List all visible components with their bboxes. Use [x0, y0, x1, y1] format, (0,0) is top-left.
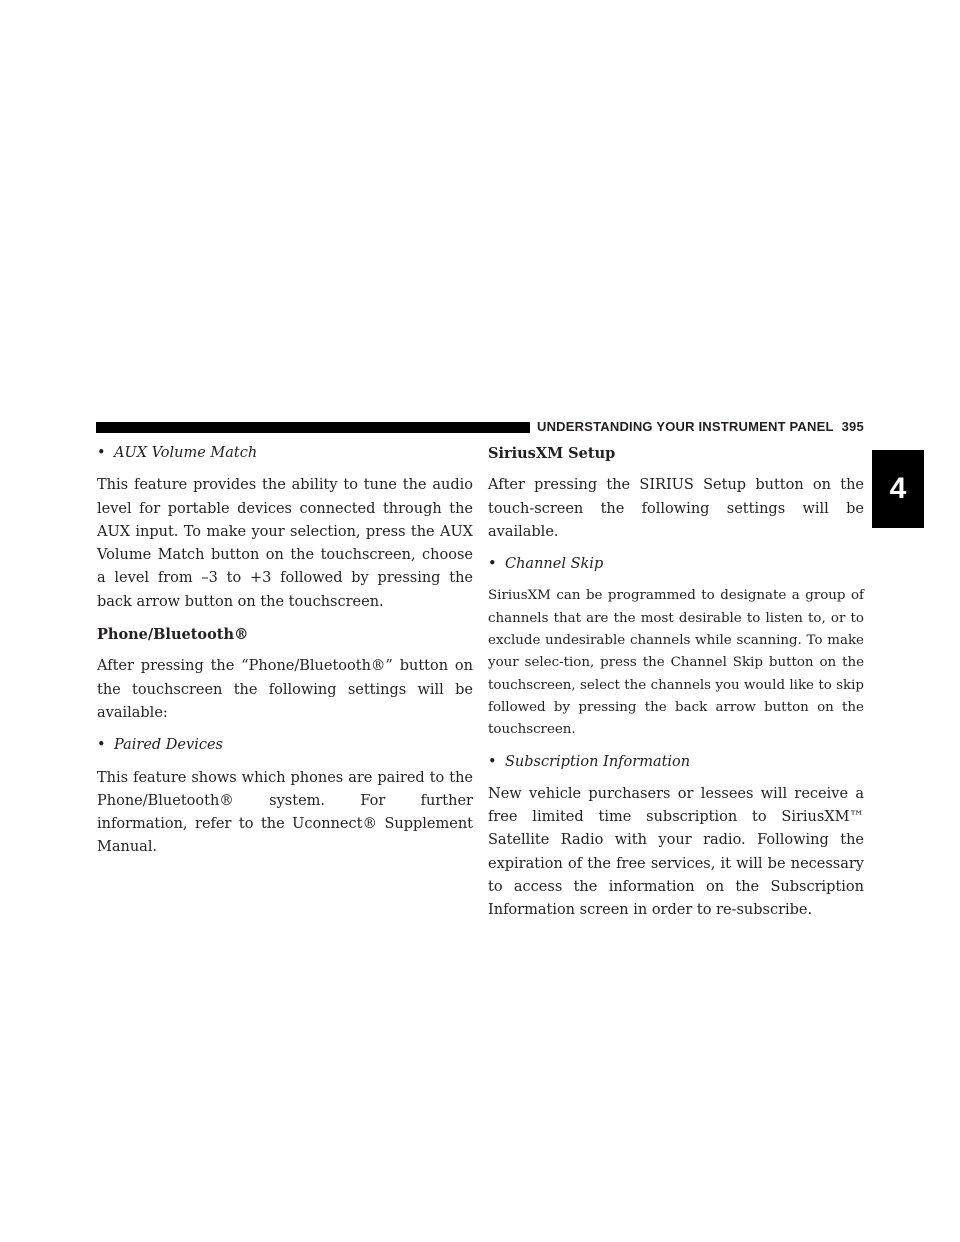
- paragraph-subscription-information: New vehicle purchasers or lessees will receive a free limited time subscription to SiriusXM™ Satellite Radio with your radio. Following the expiration of the free services, it will be necessary to access the information on the Subscription Information screen in order to re-subscribe.: [488, 785, 864, 919]
- paragraph-phone-bluetooth: After pressing the “Phone/Bluetooth®” button on the touchscreen the following settings will be available:: [97, 658, 473, 721]
- bullet-channel-skip: • Channel Skip: [488, 553, 864, 576]
- paragraph-channel-skip: SiriusXM can be programmed to designate a group of channels that are the most desirable to listen to, or to exclude undesirable channels while scanning. To make your selec-tion, press the Channel Skip button on the touchscreen, select the channels you would like to skip followed by pressing the back arrow button on the touchscreen.: [488, 588, 864, 738]
- page-number: 395: [841, 419, 864, 434]
- paragraph-aux-volume-match: This feature provides the ability to tune the audio level for portable devices connected through the AUX input. To make your selection, press the AUX Volume Match button on the touchscreen, choose a level from –3 to +3 followed by pressing the back arrow button on the touchscreen.: [97, 477, 473, 610]
- right-column: [488, 442, 864, 932]
- running-header: [537, 419, 864, 434]
- bullet-subscription-information: • Subscription Information: [488, 751, 864, 774]
- bullet-paired-devices: • Paired Devices: [97, 734, 473, 757]
- bullet-aux-volume-match: • AUX Volume Match: [97, 442, 473, 465]
- header-rule: [96, 422, 530, 433]
- paragraph-paired-devices: This feature shows which phones are paired to the Phone/Bluetooth® system. For further information, refer to the Uconnect® Supplement Manual.: [97, 769, 473, 856]
- chapter-tab: 4: [872, 450, 924, 528]
- paragraph-siriusxm-setup: After pressing the SIRIUS Setup button on the touch-screen the following settings will be available.: [488, 477, 864, 540]
- left-column: [97, 442, 473, 869]
- header-title: UNDERSTANDING YOUR INSTRUMENT PANEL: [537, 419, 834, 434]
- heading-siriusxm-setup: SiriusXM Setup: [488, 445, 616, 462]
- heading-phone-bluetooth: Phone/Bluetooth®: [97, 626, 249, 644]
